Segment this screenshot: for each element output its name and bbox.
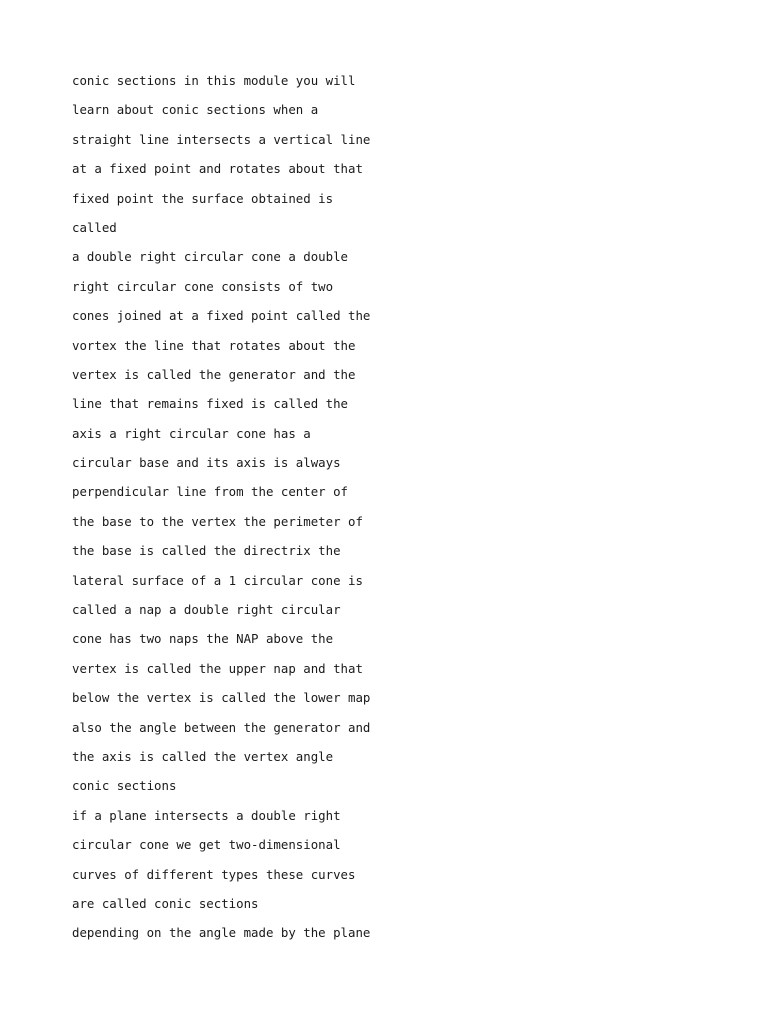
text-line: cone has two naps the NAP above the — [72, 631, 334, 647]
text-line: circular base and its axis is always — [72, 455, 341, 471]
text-line: learn about conic sections when a — [72, 102, 319, 118]
text-line: right circular cone consists of two — [72, 278, 334, 294]
text-line: if a plane intersects a double right — [72, 807, 341, 823]
text-line: called — [72, 219, 117, 235]
text-line: are called conic sections — [72, 895, 259, 911]
text-line: the base to the vertex the perimeter of — [72, 513, 363, 529]
text-line: called a nap a double right circular — [72, 602, 341, 618]
text-line: circular cone we get two-dimensional — [72, 837, 341, 853]
document-body — [72, 66, 370, 948]
text-line: cones joined at a fixed point called the — [72, 308, 371, 324]
text-line: the axis is called the vertex angle — [72, 748, 334, 764]
text-line: fixed point the surface obtained is — [72, 190, 334, 206]
text-line: a double right circular cone a double — [72, 249, 349, 265]
text-line: axis a right circular cone has a — [72, 425, 311, 441]
text-line: vortex the line that rotates about the — [72, 337, 356, 353]
text-line: depending on the angle made by the plane — [72, 925, 371, 941]
text-line: conic sections — [72, 778, 177, 794]
text-line: vertex is called the upper nap and that — [72, 660, 363, 676]
text-line: line that remains fixed is called the — [72, 396, 349, 412]
text-line: the base is called the directrix the — [72, 543, 341, 559]
text-line: conic sections in this module you will — [72, 73, 356, 88]
text-line: straight line intersects a vertical line — [72, 131, 371, 147]
text-line: also the angle between the generator and — [72, 719, 371, 735]
text-line: at a fixed point and rotates about that — [72, 161, 363, 177]
text-line: curves of different types these curves — [72, 866, 356, 882]
text-line: lateral surface of a 1 circular cone is — [72, 572, 363, 588]
text-line: vertex is called the generator and the — [72, 366, 356, 382]
text-line: below the vertex is called the lower map — [72, 690, 371, 706]
text-line: perpendicular line from the center of — [72, 484, 349, 500]
